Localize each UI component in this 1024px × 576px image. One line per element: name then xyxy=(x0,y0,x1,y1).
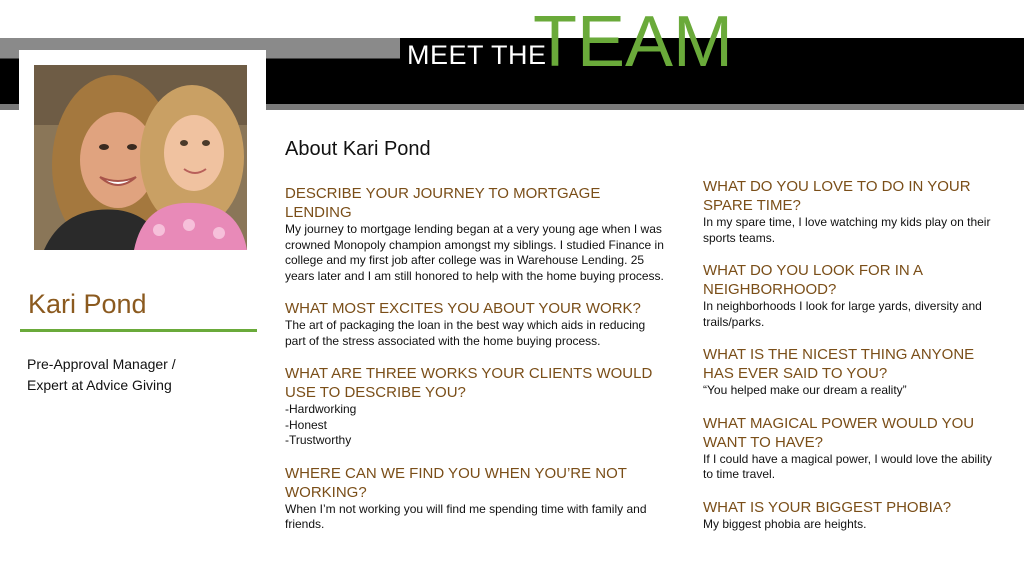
qa-column-right xyxy=(703,177,1003,547)
question: WHERE CAN WE FIND YOU WHEN YOU’RE NOT WORKING? xyxy=(285,464,627,501)
answer: My biggest phobia are heights. xyxy=(703,516,867,531)
answer: My journey to mortgage lending began at a very young age when I was crowned Monopoly champion amongst my siblings. I studied Finance in college and my first job after college was in Warehouse Lending. 25 years later and I am still honored to help with the home buying process. xyxy=(285,222,664,283)
answer: In my spare time, I love watching my kids play on their sports teams. xyxy=(703,215,991,245)
qa-item xyxy=(285,299,665,349)
question: DESCRIBE YOUR JOURNEY TO MORTGAGE LENDING xyxy=(285,185,601,221)
answer: -Hardworking -Honest -Trustworthy xyxy=(285,402,357,447)
question: WHAT DO YOU LOOK FOR IN A NEIGHBORHOOD? xyxy=(703,262,923,298)
question: WHAT MAGICAL POWER WOULD YOU WANT TO HAVE? xyxy=(703,414,975,451)
qa-item xyxy=(285,464,665,533)
qa-item xyxy=(703,177,1003,246)
qa-item xyxy=(703,498,1003,533)
qa-item xyxy=(285,364,665,449)
question: WHAT IS YOUR BIGGEST PHOBIA? xyxy=(703,498,952,516)
profile-photo-illustration xyxy=(34,65,247,250)
question: WHAT IS THE NICEST THING ANYONE HAS EVER SAID TO YOU? xyxy=(703,346,975,382)
question: WHAT MOST EXCITES YOU ABOUT YOUR WORK? xyxy=(285,300,641,317)
qa-column-left xyxy=(285,184,665,548)
name-underline xyxy=(20,329,257,332)
profile-photo xyxy=(34,65,247,250)
question: WHAT DO YOU LOVE TO DO IN YOUR SPARE TIME? xyxy=(703,178,971,214)
answer: If I could have a magical power, I would love the ability to time travel. xyxy=(703,451,992,481)
question: WHAT ARE THREE WORKS YOUR CLIENTS WOULD USE TO DESCRIBE YOU? xyxy=(285,365,653,401)
profile-name: Kari Pond xyxy=(28,289,147,319)
header-meet-the: MEET THE xyxy=(407,40,547,70)
qa-item xyxy=(285,184,665,284)
qa-item xyxy=(703,345,1003,399)
answer: In neighborhoods I look for large yards, diversity and trails/parks. xyxy=(703,299,982,329)
qa-item xyxy=(703,414,1003,483)
answer: The art of packaging the loan in the best way which aids in reducing part of the stress associated with the home buying process. xyxy=(285,318,646,348)
answer: “You helped make our dream a reality” xyxy=(703,383,907,397)
profile-role: Pre-Approval Manager / Expert at Advice Giving xyxy=(27,356,176,393)
answer: When I’m not working you will find me spending time with family and friends. xyxy=(285,501,647,531)
about-title: About Kari Pond xyxy=(285,138,431,160)
header-team: TEAM xyxy=(533,2,734,82)
qa-item xyxy=(703,261,1003,330)
